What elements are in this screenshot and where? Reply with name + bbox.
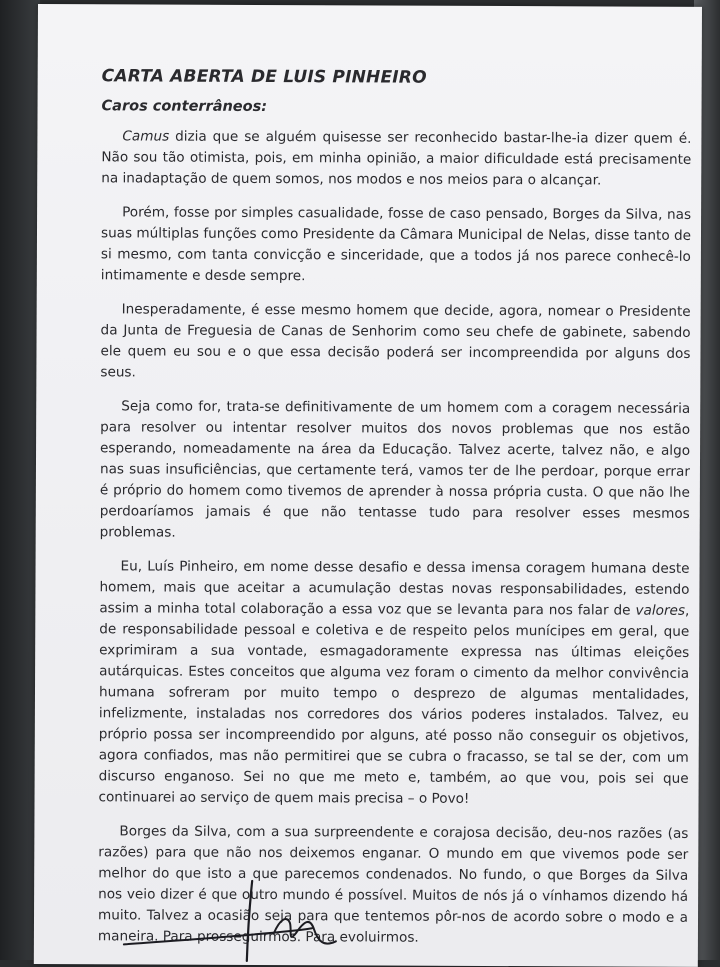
letter-sheet [34, 4, 702, 967]
paragraph-5-text-b: , de responsabilidade pessoal e coletiva e de respeito pelos munícipes em geral, que exprimiram a sua vontade, esmagadoramente expressa nas últimas eleições autárquicas. Estes conceitos que alguma vez foram o cimento da melhor convivência humana sofreram por muito tempo o desprezo de algumas mentalidades, infelizmente, instaladas nos corredores dos vários poderes instalados. Talvez, eu próprio possa ser incompreendido por alguns, até posso não conseguir os objetivos, agora confiados, mas não permitirei que se cubra o fracasso, se tal se der, com um discurso enganoso. Sei no que me meto e, também, ao que vou, pois sei que continuarei ao serviço de quem mais precisa – o Povo! [98, 602, 690, 807]
paragraph-1-text: dizia que se alguém quisesse ser reconhecido bastar-lhe-ia dizer quem é. Não sou tão otimista, pois, em minha opinião, a maior dificuldade está precisamente na inadaptação de quem somos, nos modos e nos meios para o alcançar. [101, 128, 692, 189]
paragraph-5 [98, 556, 689, 811]
paragraph-5-italic: valores [635, 602, 686, 619]
letter-greeting: Caros conterrâneos: [101, 98, 268, 116]
handwritten-signature [84, 870, 364, 965]
paragraph-6: Borges da Silva, com a sua surpreendente e corajosa decisão, deu-nos razões (as razões) para que não nos deixemos enganar. O mundo em que vivemos pode ser melhor do que isto a que parecemos condenados. No fundo, o que Borges da Silva nos veio dizer é que outro mundo é possível. Muitos de nós já o vínhamos dizendo há muito. Talvez a ocasião seja para que tentemos pôr-nos de acordo sobre o modo e a maneira. Para prosseguirmos. Para evoluirmos. [97, 823, 689, 946]
letter-content [98, 66, 692, 963]
paragraph-4: Seja como for, trata-se definitivamente de um homem com a coragem necessária para resolver ou intentar resolver muitos dos novos problemas que nos estão esperando, nomeadamente na área da Educação. Talvez acerte, talvez não, e algo nas suas insuficiências, que certamente terá, vamos ter de lhe perdoar, porque errar é próprio do homem como tivemos de aprender à nossa própria custa. O que não lhe perdoaríamos jamais é que não tentasse tudo para resolver esses mesmos problemas. [99, 398, 691, 541]
paragraph-3: Inesperadamente, é esse mesmo homem que decide, agora, nomear o Presidente da Junta de Freguesia de Canas de Senhorim como seu chefe de gabinete, sabendo ele quem eu sou e o que essa decisão poderá ser incompreendida por alguns dos seus. [100, 301, 691, 381]
paragraph-1-lead: Camus [122, 128, 170, 145]
paragraph-2: Porém, fosse por simples casualidade, fosse de caso pensado, Borges da Silva, nas suas múltiplas funções como Presidente da Câmara Municipal de Nelas, disse tanto de si mesmo, com tanta convicção e sinceridade, que a todos já nos parece conhecê-lo intimamente e desde sempre. [100, 204, 692, 285]
letter-title: CARTA ABERTA DE LUIS PINHEIRO [101, 66, 427, 88]
paragraph-5-text-a: Eu, Luís Pinheiro, em nome desse desafio e dessa imensa coragem humana deste homem, mais que aceitar a acumulação destas novas responsabilidades, estendo assim a minha total colaboração a essa voz que se levanta para nos falar de [99, 558, 690, 619]
paragraph-1 [101, 126, 691, 192]
